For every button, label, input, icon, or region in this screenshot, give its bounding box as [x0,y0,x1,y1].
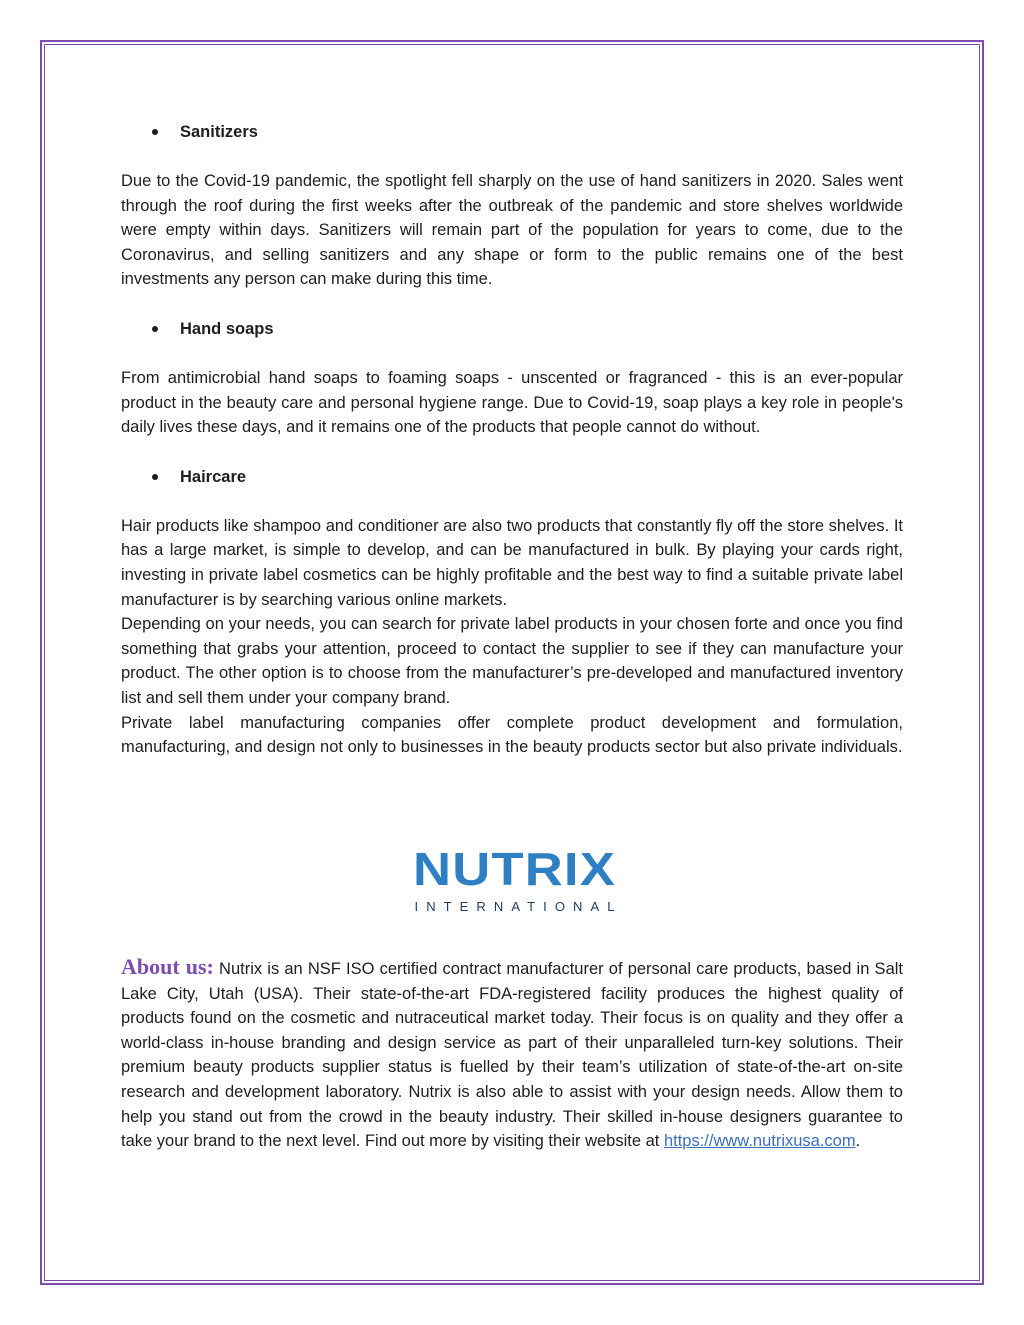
paragraph-sanitizers: Due to the Covid-19 pandemic, the spotlight fell sharply on the use of hand sanitizers in 2020. Sales went through the roof during the first weeks after the outbreak of the pandemic and store shelves worldwide were empty within days. Sanitizers will remain part of the population for years to come, due to the Coronavirus, and selling sanitizers and any shape or form to the public remains one of the best investments any person can make during this time. [121,172,903,289]
logo-tagline: INTERNATIONAL [414,899,615,914]
bullet-dot [152,326,158,332]
website-link[interactable]: https://www.nutrixusa.com [663,1132,856,1151]
bullet-label: Hand soaps [180,319,274,338]
paragraph-haircare-2: Depending on your needs, you can search for private label products in your chosen forte and once you find something that grabs your attention, proceed to contact the supplier to see if they can manufacture your product. The other option is to choose from the manufacturer’s pre-developed and manufactured inventory list and sell them under your company brand. [121,615,903,707]
bullet-item-haircare [121,464,903,490]
bullet-dot [152,129,158,135]
bullet-dot [152,474,158,480]
about-heading: About us: [121,954,214,979]
about-text: Nutrix is an NSF ISO certified contract manufacturer of personal care products, based in Salt Lake City, Utah (USA). Their state-of-the-art FDA-registered facility produces the highest quality of products found on the cosmetic and nutraceutical market today. Their focus is on quality and they offer a world-class in-house branding and design service as part of their unparalleled turn-key solutions. Their premium beauty products supplier status is fuelled by their team’s utilization of state-of-the-art on-site research and development laboratory. Nutrix is also able to assist with your design needs. Allow them to help you stand out from the crowd in the beauty industry. Their skilled in-house designers guarantee to take your brand to the next level. Find out more by visiting their website at [121,960,903,1151]
bullet-label: Haircare [180,467,247,486]
logo-wordmark: NUTRIX [413,845,616,895]
bullet-item-hand-soaps [121,316,903,342]
document-body [121,119,903,760]
nutrix-logo [412,845,617,915]
bullet-item-sanitizers [121,119,903,145]
paragraph-haircare-3: Private label manufacturing companies offer complete product development and formulation, manufacturing, and design not only to businesses in the beauty products sector but also private individuals. [121,713,903,757]
paragraph-hand-soaps: From antimicrobial hand soaps to foaming soaps - unscented or fragranced - this is an ever-popular product in the beauty care and personal hygiene range. Due to Covid-19, soap plays a key role in people's daily lives these days, and it remains one of the products that people cannot do without. [121,368,903,437]
bullet-label: Sanitizers [180,123,258,141]
nutrix-logo-graphic [412,845,617,915]
paragraph-haircare-1: Hair products like shampoo and conditioner are also two products that constantly fly off the store shelves. It has a large market, is simple to develop, and can be manufactured in bulk. By playing your cards right, investing in private label cosmetics can be highly profitable and the best way to find a suitable private label manufacturer is by searching various online markets. [121,516,903,609]
about-trailing: . [855,1132,861,1151]
about-us-section [121,955,903,1154]
